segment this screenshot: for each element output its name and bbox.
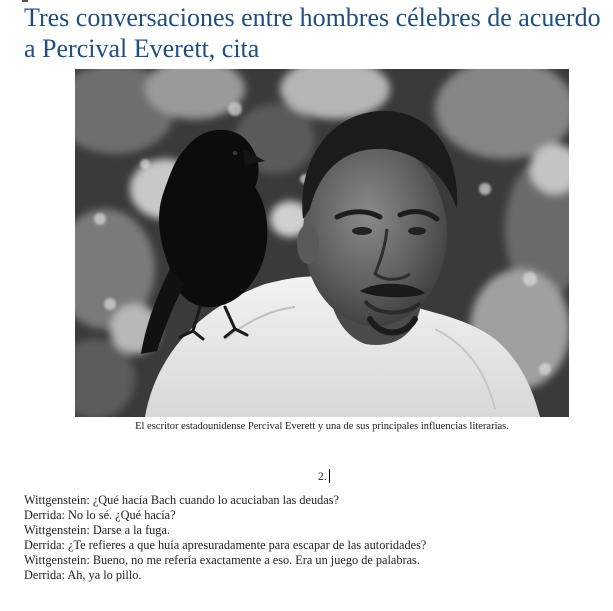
author-photo	[75, 69, 569, 417]
dialogue-line: Derrida: Ah, ya lo pillo.	[24, 567, 142, 582]
dialogue	[24, 493, 609, 582]
dialogue-line: Derrida: No lo sé. ¿Qué hacía?	[24, 507, 176, 522]
article-title: Tres conversaciones entre hombres célebres de acuerdo a Percival Everett, cita	[24, 3, 601, 63]
dialogue-line: Wittgenstein: Bueno, no me refería exactamente a eso. Era un juego de palabras.	[24, 552, 420, 567]
dialogue-line: Wittgenstein: ¿Qué hacía Bach cuando lo acuciaban las deudas?	[24, 493, 339, 507]
photo-caption: El escritor estadounidense Percival Everett y una de sus principales influencias literarias.	[135, 421, 509, 432]
section-number: 2.	[318, 471, 327, 483]
dialogue-line: Derrida: ¿Te refieres a que huía apresuradamente para escapar de las autoridades?	[24, 537, 427, 552]
dialogue-line: Wittgenstein: Darse a la fuga.	[24, 522, 170, 537]
text-cursor	[329, 469, 330, 483]
